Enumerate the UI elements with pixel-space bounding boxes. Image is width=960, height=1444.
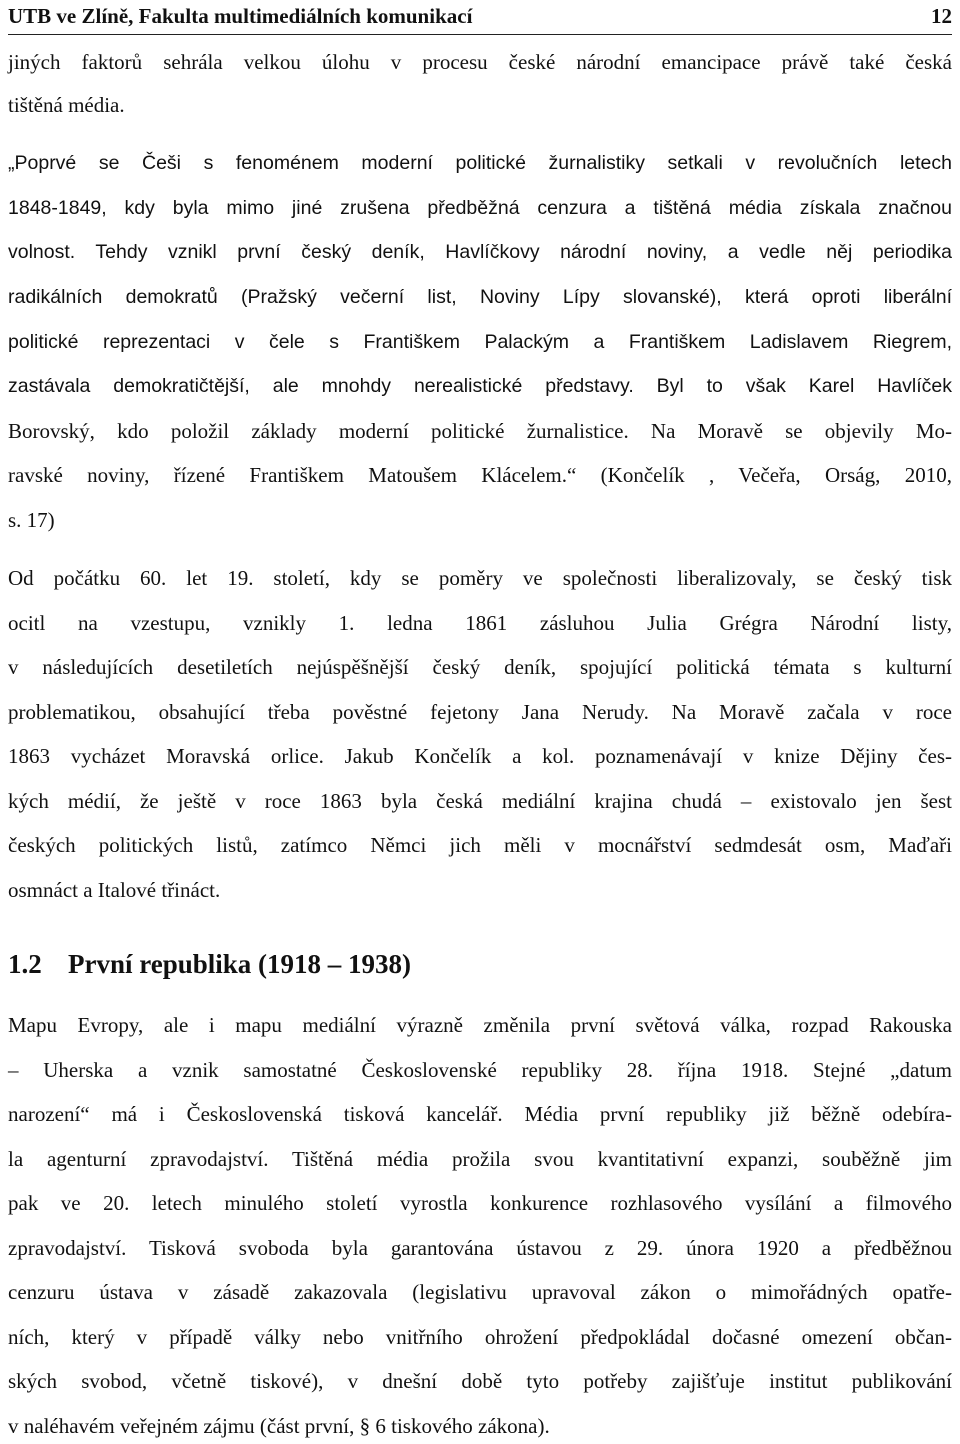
para3-line-3: narození“ má i Československá tisková kancelář. Média první republiky již běžně odebíra- bbox=[8, 1102, 952, 1126]
quote-line-5: politické reprezentaci v čele s Františkem Palackým a Františkem Ladislavem Riegrem, bbox=[8, 331, 952, 353]
quote-line-7: Borovský, kdo položil základy moderní politické žurnalistice. Na Moravě se objevily Mo- bbox=[8, 419, 952, 443]
para3-line-4: la agenturní zpravodajství. Tištěná média prožila svou kvantitativní expanzi, souběžně jim bbox=[8, 1147, 952, 1171]
para2-line-3: v následujících desetiletích nejúspěšnější český deník, spojující politická témata s kulturní bbox=[8, 655, 952, 679]
section-title: První republika (1918 – 1938) bbox=[68, 949, 412, 979]
para2-line-6: kých médií, že ještě v roce 1863 byla česká mediální krajina chudá – existovalo jen šest bbox=[8, 789, 952, 813]
header-title: UTB ve Zlíně, Fakulta multimediálních komunikací bbox=[8, 4, 473, 28]
quote-line-4: radikálních demokratů (Pražský večerní list, Noviny Lípy slovanské), která oproti liberální bbox=[8, 286, 952, 308]
para3-line-10: v naléhavém veřejném zájmu (část první, § 6 tiskového zákona). bbox=[8, 1414, 550, 1438]
quote-line-3: volnost. Tehdy vznikl první český deník, Havlíčkovy národní noviny, a vedle něj periodika bbox=[8, 241, 952, 263]
quote-line-8: ravské noviny, řízené Františkem Matoušem Klácelem.“ (Končelík , Večeřa, Orság, 2010, bbox=[8, 463, 952, 487]
para2-line-4: problematikou, obsahující třeba pověstné fejetony Jana Nerudy. Na Moravě začala v roce bbox=[8, 700, 952, 724]
document-page bbox=[8, 0, 952, 1438]
para3-line-9: ských svobod, včetně tiskové), v dnešní době tyto potřeby zajišťuje institut publikování bbox=[8, 1369, 952, 1393]
para3-line-7: cenzuru ústava v zásadě zakazovala (legislativu upravoval zákon o mimořádných opatře- bbox=[8, 1280, 952, 1304]
page-number: 12 bbox=[931, 4, 952, 28]
quote-line-6: zastávala demokratičtější, ale mnohdy nerealistické představy. Byl to však Karel Havlíček bbox=[8, 375, 952, 397]
para2-line-7: českých politických listů, zatímco Němci jich měli v mocnářství sedmdesát osm, Maďaři bbox=[8, 833, 952, 857]
para3-line-8: ních, který v případě války nebo vnitřního ohrožení předpokládal dočasné omezení občan- bbox=[8, 1325, 952, 1349]
para2-line-1: Od počátku 60. let 19. století, kdy se poměry ve společnosti liberalizovaly, se český tisk bbox=[8, 566, 952, 590]
para1-line-2: tištěná média. bbox=[8, 93, 125, 117]
para3-line-6: zpravodajství. Tisková svoboda byla garantována ústavou z 29. února 1920 a předběžnou bbox=[8, 1236, 952, 1260]
quote-line-9: s. 17) bbox=[8, 508, 55, 532]
para3-line-1: Mapu Evropy, ale i mapu mediální výrazně změnila první světová válka, rozpad Rakouska bbox=[8, 1013, 952, 1037]
para3-line-2: – Uherska a vznik samostatné Československé republiky 28. října 1918. Stejné „datum bbox=[8, 1058, 952, 1082]
section-number: 1.2 bbox=[8, 949, 42, 979]
para2-line-8: osmnáct a Italové třináct. bbox=[8, 878, 221, 902]
quote-line-1: „Poprvé se Češi s fenoménem moderní politické žurnalistiky setkali v revolučních letech bbox=[8, 152, 952, 174]
quote-line-2: 1848-1849, kdy byla mimo jiné zrušena předběžná cenzura a tištěná média získala značnou bbox=[8, 197, 952, 219]
para2-line-2: ocitl na vzestupu, vznikly 1. ledna 1861 zásluhou Julia Grégra Národní listy, bbox=[8, 611, 952, 635]
page-header bbox=[8, 0, 952, 35]
para3-line-5: pak ve 20. letech minulého století vyrostla konkurence rozhlasového vysílání a filmového bbox=[8, 1191, 952, 1215]
section-heading bbox=[8, 948, 411, 980]
para1-line-1: jiných faktorů sehrála velkou úlohu v procesu české národní emancipace právě také česká bbox=[8, 50, 952, 74]
para2-line-5: 1863 vycházet Moravská orlice. Jakub Končelík a kol. poznamenávají v knize Dějiny čes- bbox=[8, 744, 952, 768]
